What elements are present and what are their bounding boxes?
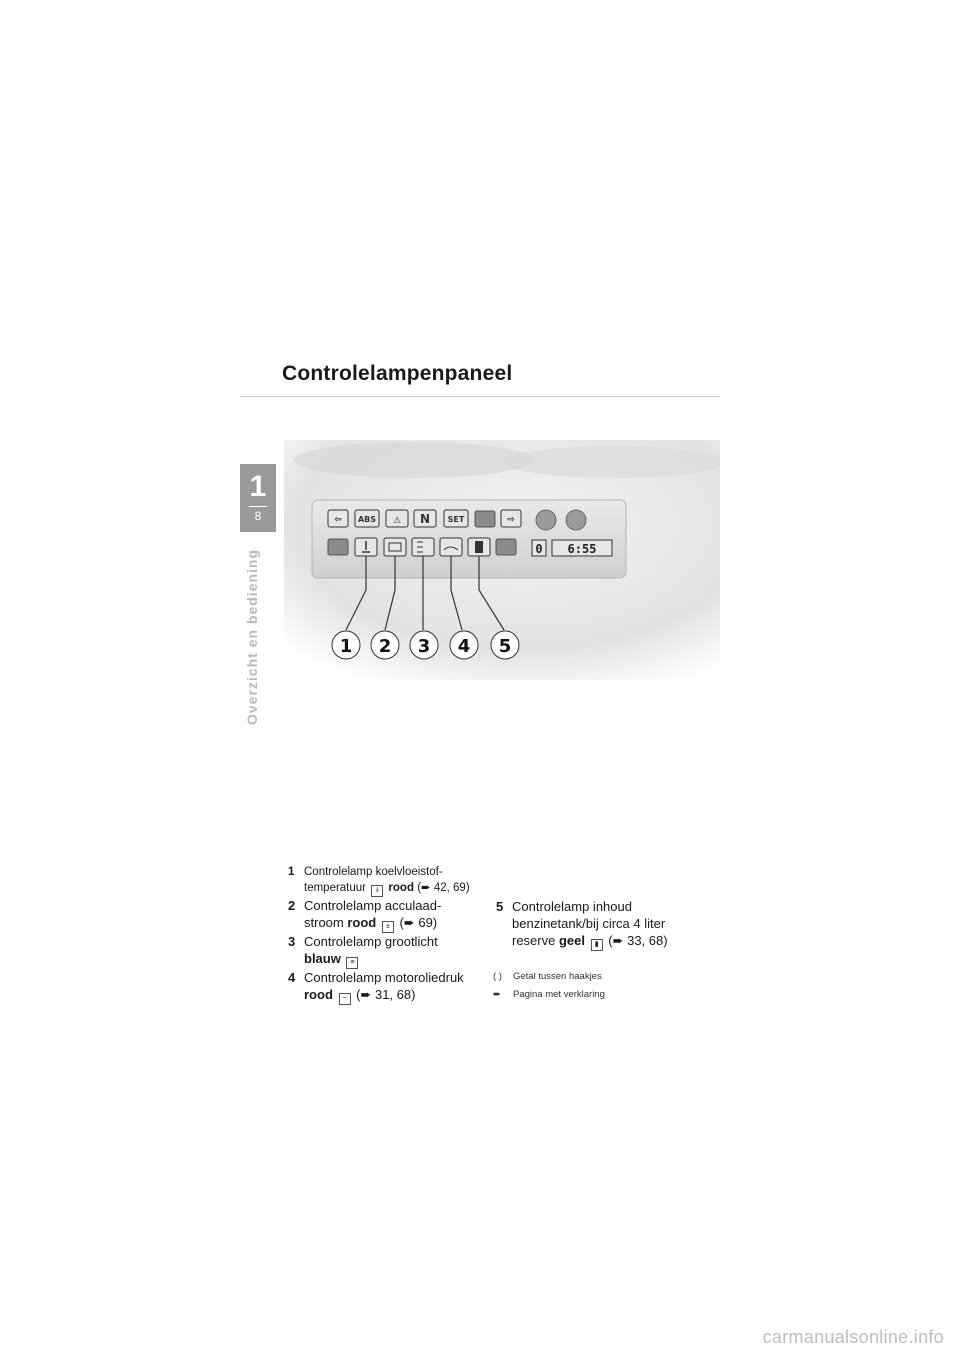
high-beam-icon: ≡ bbox=[346, 957, 358, 969]
legend-text: Controlelamp acculaad- bbox=[304, 898, 442, 913]
neutral-icon: N bbox=[419, 512, 431, 526]
callout-5: 5 bbox=[498, 636, 512, 657]
callout-1: 1 bbox=[339, 636, 353, 657]
warning-triangle-icon: ⚠ bbox=[392, 516, 402, 526]
legend-number: 3 bbox=[288, 934, 296, 949]
blank-lamp-bottom bbox=[328, 539, 348, 555]
lamp-row-bottom bbox=[328, 538, 612, 556]
note-text: Getal tussen haakjes bbox=[513, 971, 602, 982]
reset-button-right bbox=[566, 510, 586, 530]
legend-color: geel bbox=[558, 933, 585, 948]
legend-text: Controlelamp koelvloeistof- bbox=[304, 866, 443, 878]
title-divider bbox=[240, 396, 720, 397]
legend-number: 4 bbox=[288, 970, 296, 985]
note-text: Pagina met verklaring bbox=[513, 989, 605, 1000]
oil-pressure-icon: ~ bbox=[339, 993, 351, 1005]
legend-number: 5 bbox=[496, 899, 504, 914]
chapter-number: 1 bbox=[249, 470, 267, 503]
abs-icon: ABS bbox=[357, 515, 377, 524]
legend-page-ref: (➨ 69) bbox=[399, 915, 438, 930]
set-icon: SET bbox=[447, 515, 465, 524]
blank-lamp-top bbox=[475, 511, 495, 527]
chapter-side-label: Overzicht en bediening bbox=[244, 548, 260, 725]
legend-item-5 bbox=[496, 898, 708, 951]
coolant-temp-icon: ⫰ bbox=[371, 885, 383, 897]
legend-page-ref: (➨ 33, 68) bbox=[608, 933, 668, 948]
legend-notes bbox=[493, 970, 605, 1006]
chapter-tab bbox=[240, 464, 276, 532]
legend-text: stroom bbox=[304, 915, 344, 930]
legend-color: blauw bbox=[304, 951, 341, 966]
gear-digit: 0 bbox=[535, 542, 543, 556]
warning-light-panel-illustration bbox=[284, 440, 720, 680]
legend-item-3 bbox=[288, 933, 488, 969]
note-parentheses bbox=[493, 970, 605, 983]
legend-text: Controlelamp motoroliedruk bbox=[304, 970, 464, 985]
legend-text: Controlelamp inhoud bbox=[512, 899, 632, 914]
legend-text: reserve bbox=[512, 933, 556, 948]
note-arrow bbox=[493, 988, 605, 1001]
lamp-row-top bbox=[328, 510, 586, 530]
turn-right-icon: ⇨ bbox=[507, 515, 515, 525]
note-key: ( ) bbox=[493, 971, 502, 982]
legend-item-2 bbox=[288, 897, 488, 933]
reset-button-left bbox=[536, 510, 556, 530]
legend-page-ref: (➨ 31, 68) bbox=[356, 987, 416, 1002]
page-title: Controlelampenpaneel bbox=[282, 362, 513, 385]
legend-column-right bbox=[496, 898, 708, 951]
fuel-pump-icon: ▮ bbox=[591, 939, 603, 951]
legend-number: 1 bbox=[288, 866, 295, 878]
battery-charge-lamp bbox=[384, 538, 406, 556]
legend-color: rood bbox=[304, 987, 333, 1002]
battery-icon: ± bbox=[382, 921, 394, 933]
legend-item-4 bbox=[288, 969, 488, 1005]
legend-item-1 bbox=[288, 864, 488, 897]
callout-2: 2 bbox=[378, 636, 392, 657]
dash-dial-right bbox=[504, 446, 720, 478]
page-number: 8 bbox=[254, 509, 262, 523]
callout-3: 3 bbox=[417, 636, 431, 657]
turn-left-icon: ⇦ bbox=[334, 515, 342, 525]
legend-number: 2 bbox=[288, 898, 296, 913]
dash-dial-left bbox=[294, 442, 534, 478]
chapter-divider bbox=[249, 506, 267, 507]
legend-color: rood bbox=[347, 915, 377, 930]
legend-column-left bbox=[288, 864, 488, 1005]
clock-time: 6:55 bbox=[567, 542, 597, 556]
blank-lamp-bottom-right bbox=[496, 539, 516, 555]
legend-text: benzinetank/bij circa 4 liter bbox=[512, 916, 666, 931]
legend-text: Controlelamp grootlicht bbox=[304, 934, 438, 949]
fuel-pump-icon bbox=[475, 541, 483, 553]
legend-text: temperatuur bbox=[304, 882, 367, 894]
arrow-icon: ➨ bbox=[493, 989, 501, 1000]
callout-4: 4 bbox=[457, 636, 471, 657]
legend-color: rood bbox=[388, 882, 414, 894]
legend-page-ref: (➨ 42, 69) bbox=[417, 882, 470, 894]
watermark: carmanualsonline.info bbox=[762, 1327, 944, 1347]
